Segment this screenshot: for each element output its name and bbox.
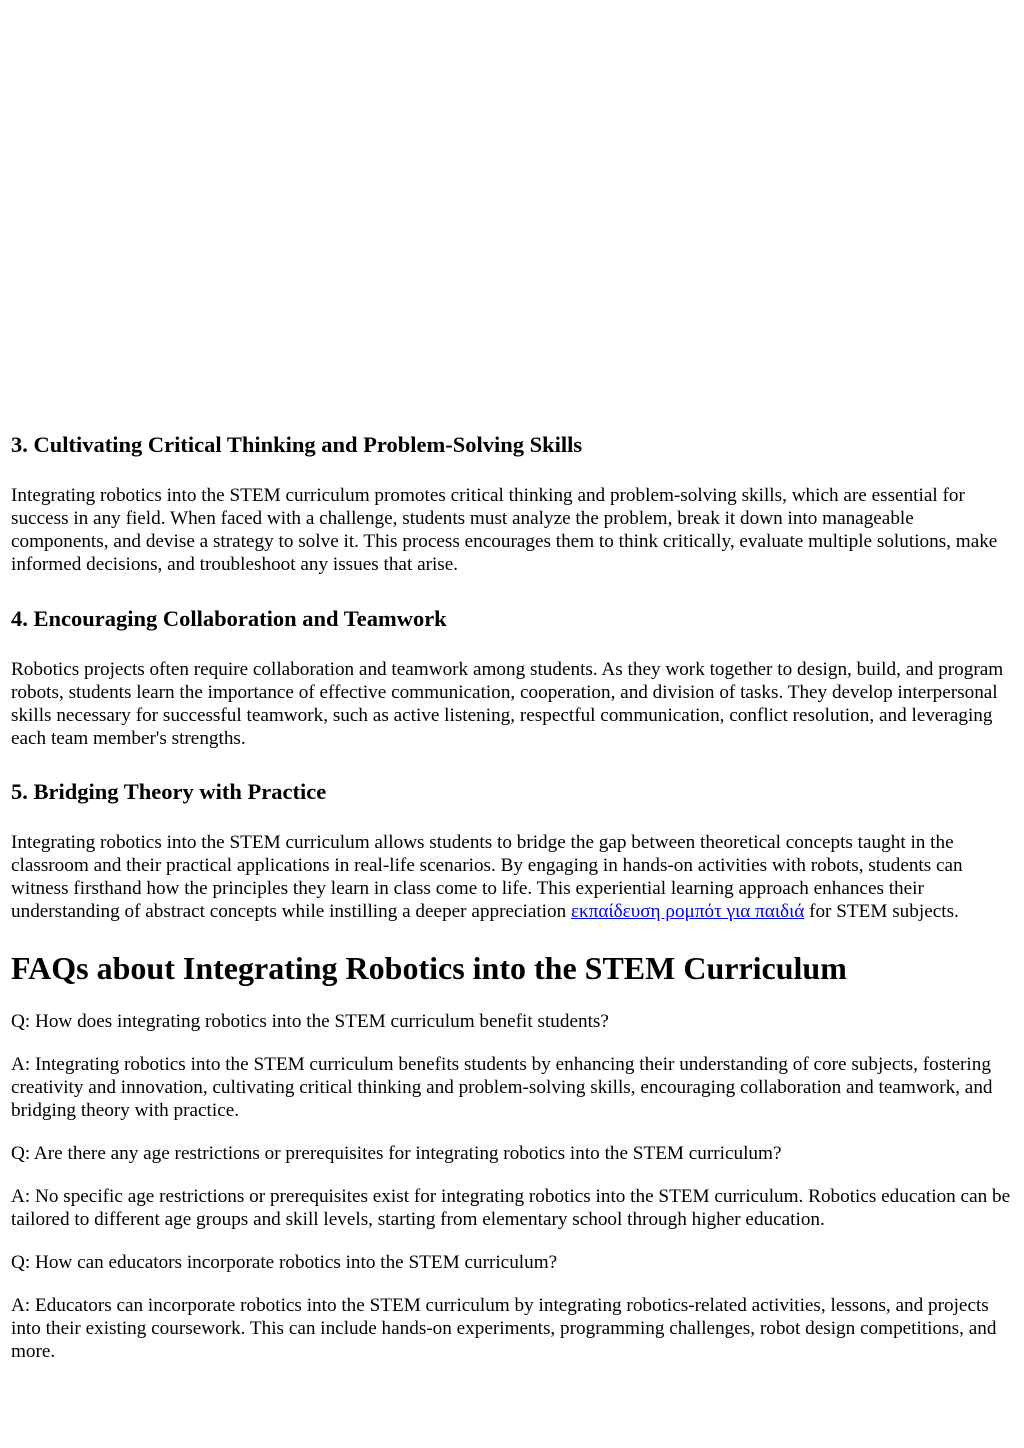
faq-question-1: Q: How does integrating robotics into the STEM curriculum benefit students? <box>11 1011 609 1032</box>
section-5-heading: 5. Bridging Theory with Practice <box>11 779 327 804</box>
section-5-text-before-link: Integrating robotics into the STEM curriculum allows students to bridge the gap between theoretical concepts taught in the classroom and their practical applications in real-life scenarios. By engaging in hands-on activities with robots, students can witness firsthand how the principles they learn in class come to life. This experiential learning approach enhances their understanding of abstract concepts while instilling a deeper appreciation <box>11 832 963 922</box>
faq-question-2: Q: Are there any age restrictions or prerequisites for integrating robotics into the STEM curriculum? <box>11 1143 782 1164</box>
faq-question-3: Q: How can educators incorporate robotics into the STEM curriculum? <box>11 1252 558 1273</box>
section-4-heading: 4. Encouraging Collaboration and Teamwork <box>11 606 447 631</box>
faq-answer-1: A: Integrating robotics into the STEM curriculum benefits students by enhancing their understanding of core subjects, fostering creativity and innovation, cultivating critical thinking and problem-solving skills, encouraging collaboration and teamwork, and bridging theory with practice. <box>11 1054 993 1121</box>
faq-answer-3: A: Educators can incorporate robotics into the STEM curriculum by integrating robotics-related activities, lessons, and projects into their existing coursework. This can include hands-on experiments, programming challenges, robot design competitions, and more. <box>11 1295 997 1362</box>
faq-answer-2: A: No specific age restrictions or prerequisites exist for integrating robotics into the STEM curriculum. Robotics education can be tailored to different age groups and skill levels, starting from elementary school through higher education. <box>11 1186 1011 1230</box>
blank-image-area <box>11 0 1015 428</box>
section-5-paragraph <box>11 831 1015 923</box>
section-3-heading: 3. Cultivating Critical Thinking and Problem-Solving Skills <box>11 432 583 457</box>
section-5-text-after-link: for STEM subjects. <box>804 901 959 922</box>
robot-education-link[interactable]: εκπαίδευση ρομπότ για παιδιά <box>570 901 805 922</box>
section-3-paragraph: Integrating robotics into the STEM curriculum promotes critical thinking and problem-solving skills, which are essential for success in any field. When faced with a challenge, students must analyze the problem, break it down into manageable components, and devise a strategy to solve it. This process encourages them to think critically, evaluate multiple solutions, make informed decisions, and troubleshoot any issues that arise. <box>11 485 998 575</box>
section-4-paragraph: Robotics projects often require collaboration and teamwork among students. As they work together to design, build, and program robots, students learn the importance of effective communication, cooperation, and division of tasks. They develop interpersonal skills necessary for successful teamwork, such as active listening, respectful communication, conflict resolution, and leveraging each team member's strengths. <box>11 659 1004 749</box>
faq-heading: FAQs about Integrating Robotics into the STEM Curriculum <box>11 950 847 986</box>
document-page <box>11 0 1015 1363</box>
